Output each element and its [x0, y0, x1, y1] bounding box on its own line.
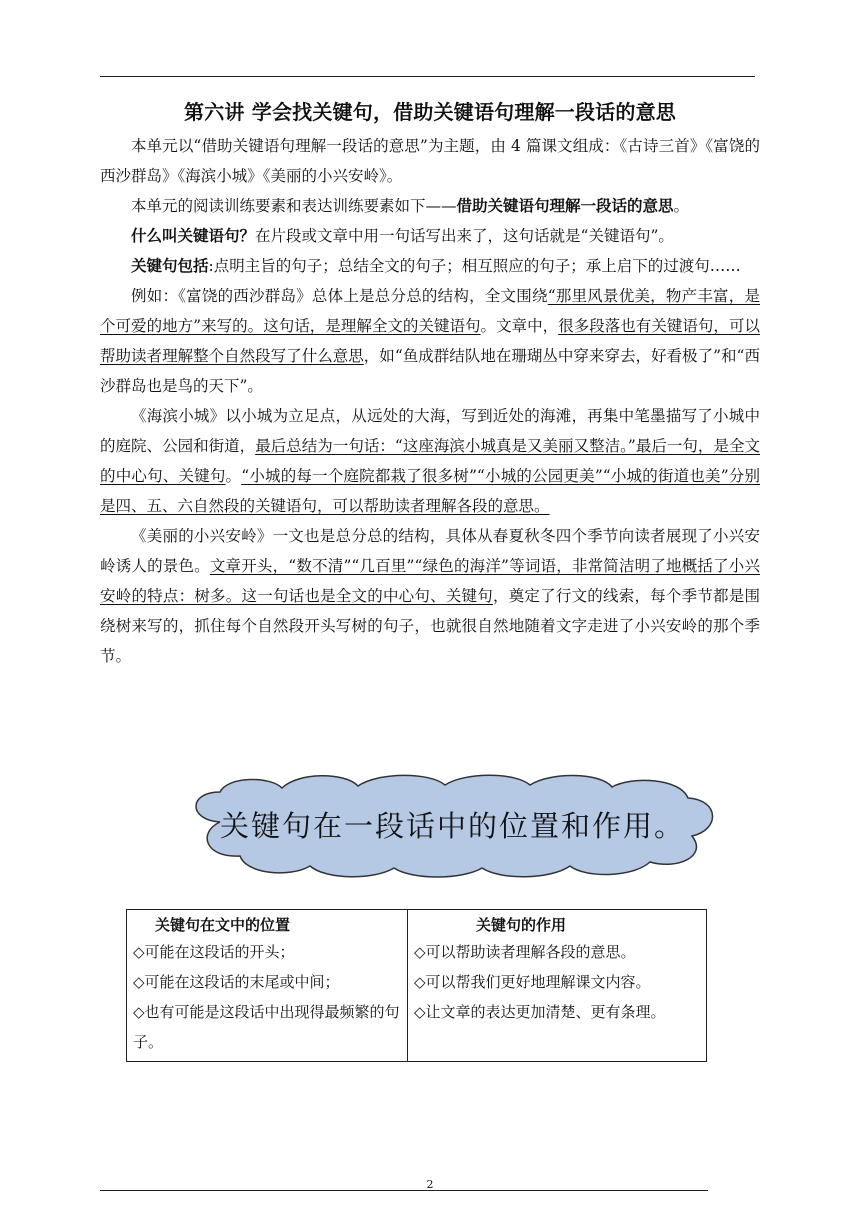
paragraph-elements — [100, 191, 760, 221]
table-header-row — [127, 910, 707, 938]
paragraph-example-city — [100, 401, 760, 521]
bold-text: 关键句包括 — [131, 256, 209, 275]
key-sentence-table — [126, 909, 707, 1062]
text: ，奠定了行文的线索，每个季节都是围绕树来写的，抓住每个自然段开头写树的句子，也就很自然地随着文字走进了小兴安岭的那个季节。 — [100, 587, 760, 665]
text: 在片段或文章中用一句话写出来了，这句话就是“关键语句”。 — [255, 227, 674, 245]
page-title: 第六讲 学会找关键句，借助关键语句理解一段话的意思 — [184, 100, 676, 124]
text: 。文章中， — [480, 317, 559, 335]
text: 例如：《富饶的西沙群岛》总体上是总分总的结构，全文围绕 — [131, 287, 548, 305]
paragraph-example-xinganling — [100, 521, 760, 671]
paragraph-intro: 本单元以“借助关键语句理解一段话的意思”为主题，由 4 篇课文组成：《古诗三首》《富饶的西沙群岛》《海滨小城》《美丽的小兴安岭》。 — [100, 137, 760, 185]
text: 《海滨小城》以小城为立足点，从远处的大海，写到近处的海滩，再集中笔墨描写了小城中的庭院、公园和街道， — [100, 407, 760, 455]
page-number: 2 — [426, 1178, 434, 1191]
bold-text: 借助关键语句理解一段话的意思 — [456, 196, 674, 215]
underlined-text: 文章开头，“数不清”“几百里”“绿色的海洋”等词语，非常简洁明了地概括了小兴安岭的特点：树多。这一句话也是全文的中心句、关键句 — [100, 557, 760, 605]
paragraph-types — [100, 251, 760, 281]
text: ，如“鱼成群结队地在珊瑚丛中穿来穿去，好看极了”和“西沙群岛也是鸟的天下”。 — [100, 347, 760, 395]
cloud-text: 关键句在一段话中的位置和作用。 — [219, 809, 685, 843]
underlined-text: 很多段落也有关键语句，可以帮助读者理解整个自然段写了什么意思 — [100, 317, 760, 365]
cloud-callout — [180, 770, 725, 880]
table-row — [127, 937, 707, 1062]
underlined-text: “小城的每一个庭院都栽了很多树”“小城的公园更美”“小城的街道也美”分别是四、五、六自然段的关键语句，可以帮助读者理解各段的意思。 — [100, 467, 760, 515]
bold-text: 什么叫关键语句？ — [131, 226, 256, 245]
document-body — [100, 131, 760, 671]
list-item: ◇可能在这段话的开头； — [133, 943, 295, 961]
list-item: ◇可以帮助读者理解各段的意思。 — [414, 943, 636, 961]
underlined-text: 最后总结为一句话：“这座海滨小城真是又美丽又整洁。”最后一句，是全文的中心句、关键句 — [100, 437, 760, 485]
text: 《美丽的小兴安岭》一文也是总分总的结构，具体从春夏秋冬四个季节向读者展现了小兴安岭诱人的景色。 — [100, 527, 760, 575]
paragraph-example-xisha — [100, 281, 760, 401]
table-header-function: 关键句的作用 — [408, 910, 707, 938]
list-item: ◇可能在这段话的末尾或中间； — [133, 973, 340, 991]
footer-rule — [100, 1190, 708, 1191]
text: :点明主旨的句子；总结全文的句子；相互照应的句子；承上启下的过渡句…… — [208, 257, 741, 275]
list-item: ◇可以帮我们更好地理解课文内容。 — [414, 973, 651, 991]
text: 。 — [225, 467, 242, 485]
text: 。 — [673, 197, 690, 215]
header-rule — [100, 76, 755, 77]
table-cell-position — [127, 937, 408, 1062]
table-cell-function — [408, 937, 707, 1062]
underlined-text: “那里风景优美，物产丰富，是个可爱的地方”来写的。这句话，是理解全文的关键语句 — [100, 287, 760, 335]
list-item: ◇让文章的表达更加清楚、更有条理。 — [414, 1003, 666, 1021]
list-item: ◇也有可能是这段话中出现得最频繁的句子。 — [133, 1003, 400, 1051]
paragraph-definition — [100, 221, 760, 251]
table-header-position: 关键句在文中的位置 — [127, 910, 408, 938]
text: 本单元的阅读训练要素和表达训练要素如下—— — [131, 197, 457, 215]
